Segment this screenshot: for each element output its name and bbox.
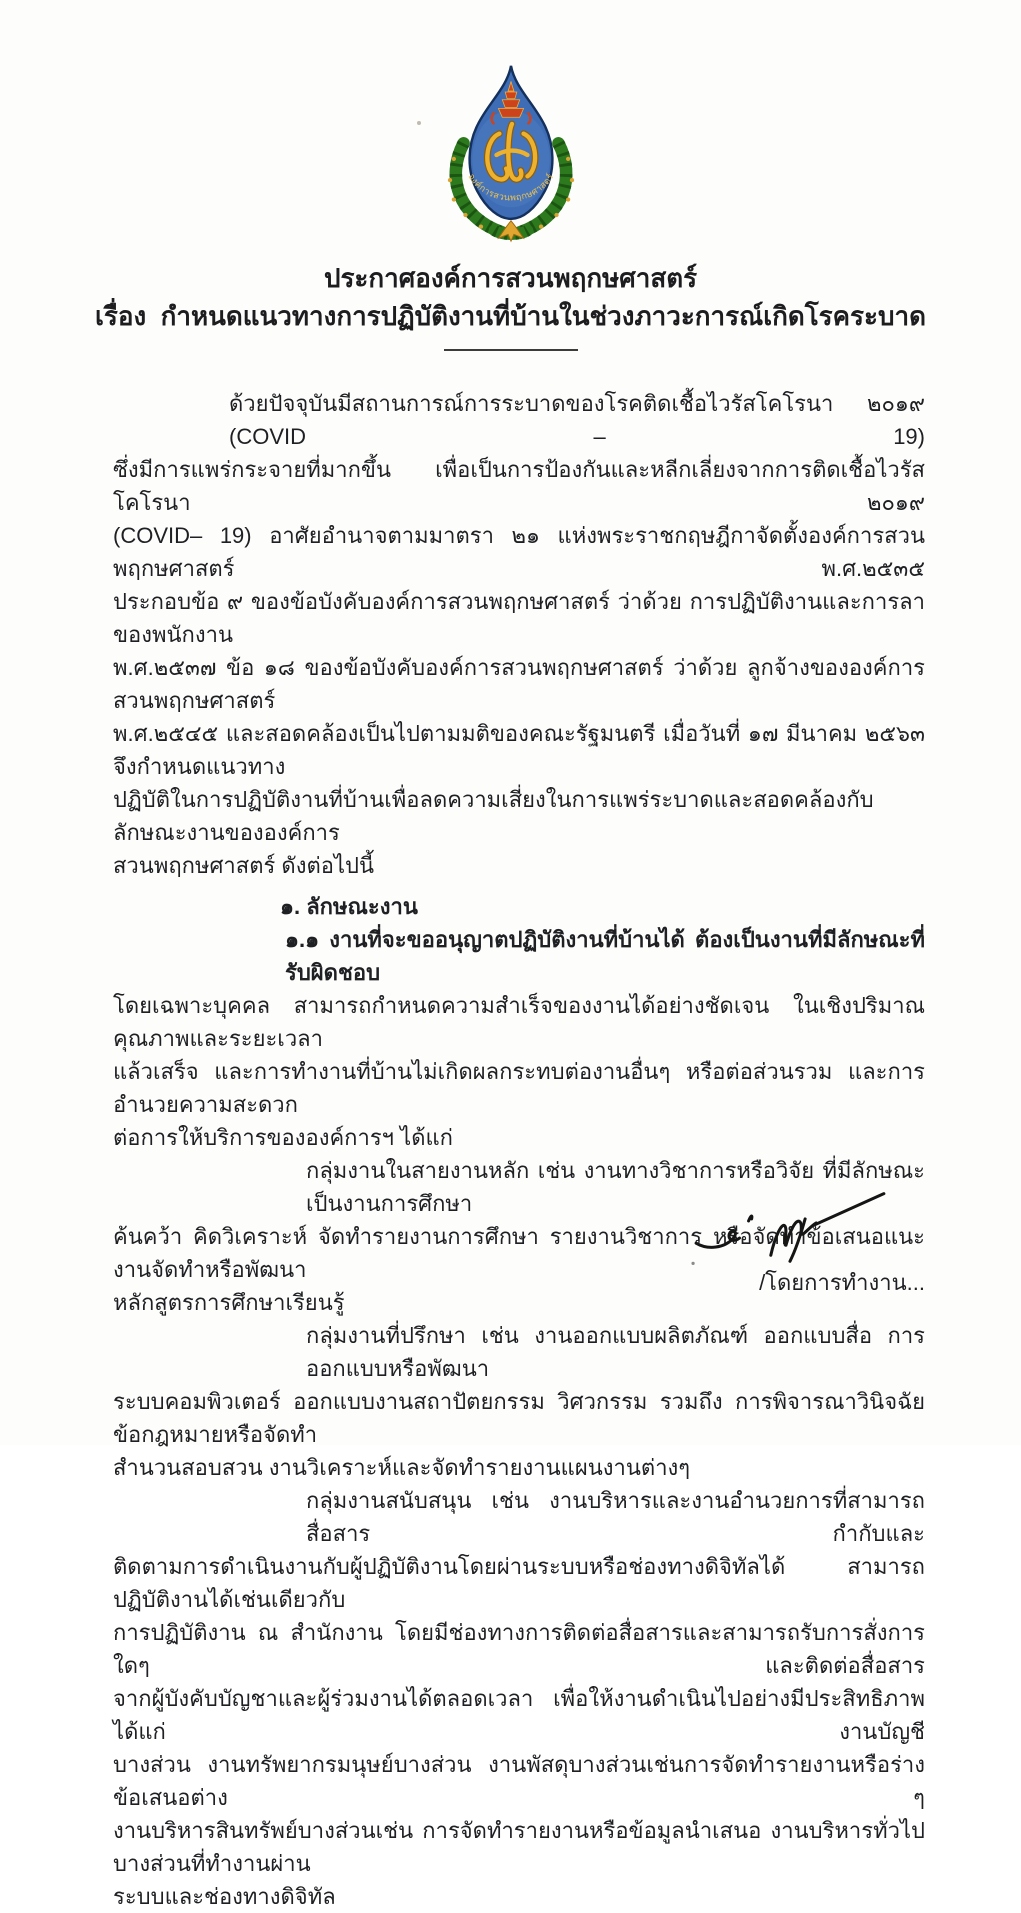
title-divider	[444, 349, 578, 351]
subject-line: เรื่อง กำหนดแนวทางการปฏิบัติงานที่บ้านในช่วงภาวะการณ์เกิดโรคระบาด	[95, 301, 926, 331]
group-support-line: จากผู้บังคับบัญชาและผู้ร่วมงานได้ตลอดเวลา เพื่อให้งานดำเนินไปอย่างมีประสิทธิภาพ ได้แก่ งานบัญชี	[113, 1686, 925, 1744]
intro-line: พ.ศ.๒๕๔๕ และสอดคล้องเป็นไปตามมติของคณะรัฐมนตรี เมื่อวันที่ ๑๗ มีนาคม ๒๕๖๓ จึงกำหนดแนวทาง	[113, 721, 925, 779]
group-support-line: งานบริหารสินทรัพย์บางส่วนเช่น การจัดทำรายงานหรือข้อมูลนำเสนอ งานบริหารทั่วไปบางส่วนที่ทำงานผ่าน	[113, 1818, 925, 1876]
intro-line: ด้วยปัจจุบันมีสถานการณ์การระบาดของโรคติดเชื้อไวรัสโคโรนา ๒๐๑๙ (COVID – 19)	[229, 391, 925, 449]
group-support-line: ติดตามการดำเนินงานกับผู้ปฏิบัติงานโดยผ่านระบบหรือช่องทางดิจิทัลได้ สามารถปฏิบัติงานได้เช่นเดียวกับ	[113, 1554, 925, 1612]
item-1-1-line: ต่อการให้บริการขององค์การฯ ได้แก่	[113, 1125, 453, 1150]
svg-text:องค์การสวนพฤกษศาสตร์: องค์การสวนพฤกษศาสตร์	[465, 171, 556, 203]
intro-line: ซึ่งมีการแพร่กระจายที่มากขึ้น เพื่อเป็นการป้องกันและหลีกเลี่ยงจากการติดเชื้อไวรัสโคโรนา ๒๐๑๙	[113, 457, 925, 515]
group-consult-line: ระบบคอมพิวเตอร์ ออกแบบงานสถาปัตยกรรม วิศวกรรม รวมถึง การพิจารณาวินิจฉัยข้อกฎหมายหรือจัดทำ	[113, 1389, 925, 1447]
group-support-line: กลุ่มงานสนับสนุน เช่น งานบริหารและงานอำนวยการที่สามารถสื่อสาร กำกับและ	[306, 1488, 925, 1546]
signature-mark	[686, 1186, 898, 1272]
section-1-heading: ๑. ลักษณะงาน	[280, 894, 418, 919]
item-1-1-line: ๑.๑ งานที่จะขออนุญาตปฏิบัติงานที่บ้านได้ ต้องเป็นงานที่มีลักษณะที่รับผิดชอบ	[285, 927, 925, 985]
group-main-line: ค้นคว้า คิดวิเคราะห์ จัดทำรายงานการศึกษา รายงานวิชาการ หรือจัดทำข้อเสนอแนะ งานจัดทำหรือพัฒนา	[113, 1224, 925, 1282]
continuation-note: /โดยการทำงาน...	[759, 1270, 925, 1295]
intro-line: ประกอบข้อ ๙ ของข้อบังคับองค์การสวนพฤกษศาสตร์ ว่าด้วย การปฏิบัติงานและการลาของพนักงาน	[113, 589, 925, 647]
scan-speck	[417, 121, 421, 125]
seal-ribbon-icon	[494, 221, 527, 241]
intro-line: สวนพฤกษศาสตร์ ดังต่อไปนี้	[113, 853, 375, 878]
intro-line: (COVID– 19) อาศัยอำนาจตามมาตรา ๒๑ แห่งพระราชกฤษฎีกาจัดตั้งองค์การสวนพฤกษศาสตร์ พ.ศ.๒๕๓๕	[113, 523, 925, 581]
item-1-1-line: โดยเฉพาะบุคคล สามารถกำหนดความสำเร็จของงานได้อย่างชัดเจน ในเชิงปริมาณ คุณภาพและระยะเวลา	[113, 993, 925, 1051]
document-body	[113, 387, 925, 1913]
seal-row	[0, 0, 1021, 251]
intro-line: พ.ศ.๒๕๓๗ ข้อ ๑๘ ของข้อบังคับองค์การสวนพฤกษศาสตร์ ว่าด้วย ลูกจ้างขององค์การสวนพฤกษศาสตร์	[113, 655, 925, 713]
group-support-line: บางส่วน งานทรัพยากรมนุษย์บางส่วน งานพัสดุบางส่วนเช่นการจัดทำรายงานหรือร่างข้อเสนอต่าง ๆ	[113, 1752, 925, 1810]
group-support-line: ระบบและช่องทางดิจิทัล	[113, 1884, 336, 1909]
group-support-line: การปฏิบัติงาน ณ สำนักงาน โดยมีช่องทางการติดต่อสื่อสารและสามารถรับการสั่งการใดๆ และติดต่อสื่อสาร	[113, 1620, 925, 1678]
intro-line: ปฏิบัติในการปฏิบัติงานที่บ้านเพื่อลดความเสี่ยงในการแพร่ระบาดและสอดคล้องกับลักษณะงานขององค์การ	[113, 787, 874, 845]
group-main-line: กลุ่มงานในสายงานหลัก เช่น งานทางวิชาการหรือวิจัย ที่มีลักษณะเป็นงานการศึกษา	[306, 1158, 925, 1216]
item-1-1-line: แล้วเสร็จ และการทำงานที่บ้านไม่เกิดผลกระทบต่องานอื่นๆ หรือต่อส่วนรวม และการอำนวยความสะดวก	[113, 1059, 925, 1117]
group-consult-line: กลุ่มงานที่ปรึกษา เช่น งานออกแบบผลิตภัณฑ์ ออกแบบสื่อ การออกแบบหรือพัฒนา	[306, 1323, 925, 1381]
group-main-line: หลักสูตรการศึกษาเรียนรู้	[113, 1290, 345, 1315]
botanical-garden-organization-seal	[438, 62, 584, 246]
announcement-title: ประกาศองค์การสวนพฤกษศาสตร์	[323, 263, 698, 293]
group-consult-line: สำนวนสอบสวน งานวิเคราะห์และจัดทำรายงานแผนงานต่างๆ	[113, 1455, 691, 1480]
